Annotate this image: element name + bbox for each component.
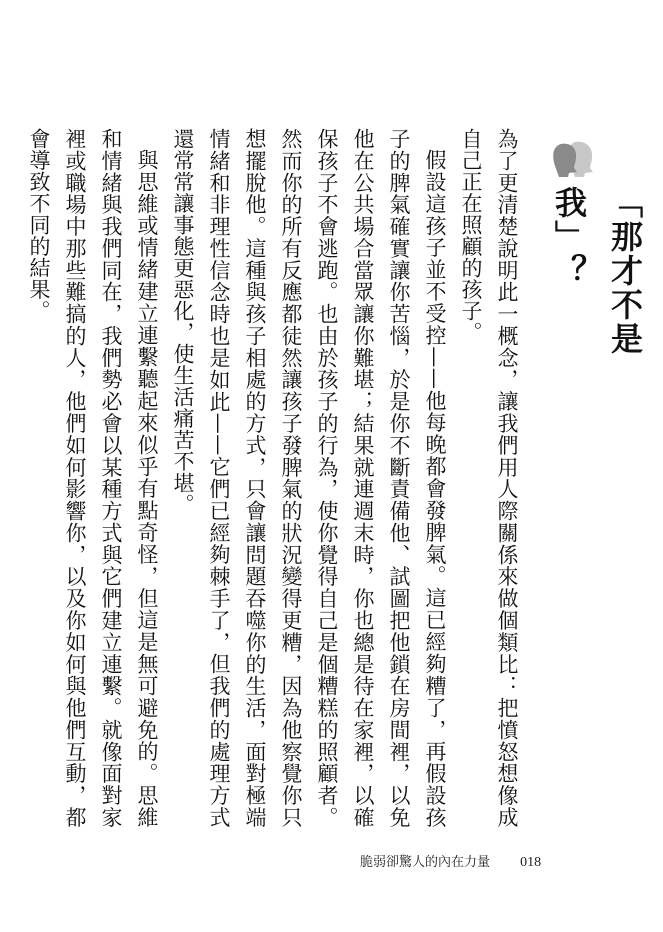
body-text bbox=[27, 128, 525, 828]
page-number: 018 bbox=[520, 855, 542, 870]
book-title: 脆弱卻驚人的內在力量 bbox=[360, 855, 491, 870]
section-heading-area bbox=[541, 138, 644, 438]
paragraph-1: 為了更清楚說明此一概念，讓我們用人際關係來做個類比：把憤怒想像成自己正在照顧的孩子。 bbox=[459, 128, 519, 828]
paragraph-2: 假設這孩子並不受控——他每晚都會發脾氣。這已經夠糟了，再假設孩子的脾氣確實讓你苦惱，於是你不斷責備他、試圖把他鎖在房間裡，以免他在公共場合當眾讓你難堪；結果就連週末時，你也總是待在家裡，以確保孩子不會逃跑。也由於孩子的行為，使你覺得自己是個糟糕的照顧者。然而你的所有反應都徒然讓孩子發脾氣的狀況變得更糟，因為他察覺你只想擺脫他。這種與孩子相處的方式，只會讓問題吞噬你的生活，面對極端情緒和非理性信念時也是如此——它們已經夠棘手了，但我們的處理方式還常常讓事態更惡化，使生活痛苦不堪。 bbox=[171, 128, 447, 828]
page-footer bbox=[360, 851, 541, 871]
two-heads-profile-icon bbox=[549, 138, 597, 178]
paragraph-3: 與思維或情緒建立連繫聽起來似乎有點奇怪，但這是無可避免的。思維和情緒與我們同在，我們勢必會以某種方式與它們建立連繫。就像面對家裡或職場中那些難搞的人，他們如何影響你，以及你如何與他們互動，都會導致不同的結果。 bbox=[27, 128, 159, 828]
section-heading: 「那才不是我」？ bbox=[550, 186, 644, 356]
